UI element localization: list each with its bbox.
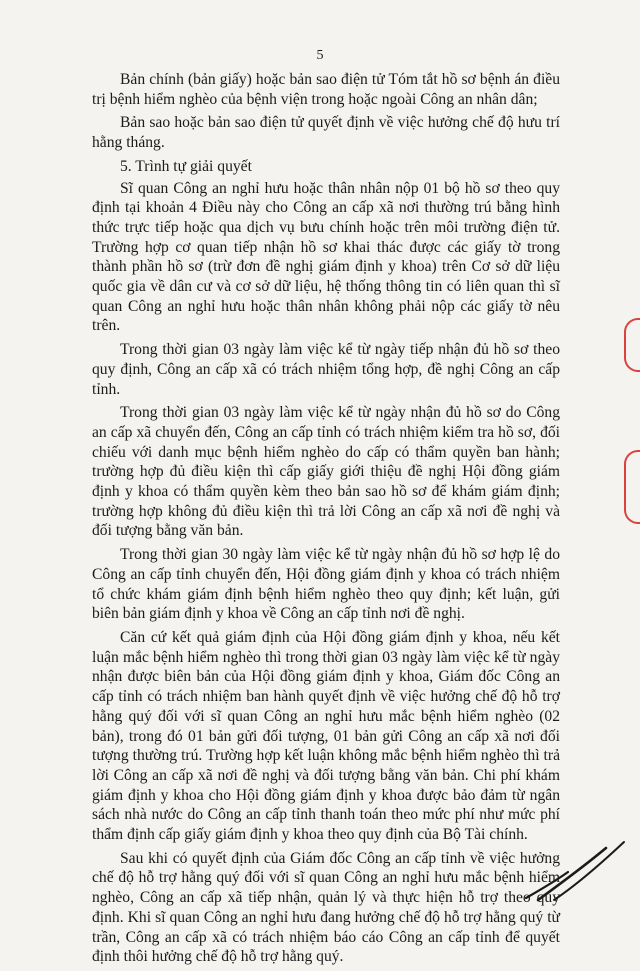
paragraph-assessment-result: Căn cứ kết quả giám định của Hội đồng giám định y khoa, nếu kết luận mắc bệnh hiểm nghèo thì trong thời gian 03 ngày làm việc kể từ ngày nhận được biên bản của Hội đồng giám định y khoa, Giám đốc Công an cấp tỉnh có trách nhiệm ban hành quyết định về việc hưởng chế độ hỗ trợ hằng quý đối với sĩ quan Công an nghỉ hưu mắc bệnh hiểm nghèo (02 bản), trong đó 01 bản gửi đối tượng, 01 bản gửi Công an cấp xã nơi đối tượng thường trú. Trường hợp kết luận không mắc bệnh hiểm nghèo thì trả lời Công an cấp xã nơi đề nghị và đối tượng bằng văn bản. Chi phí khám giám định y khoa cho Hội đồng giám định y khoa được bảo đảm từ ngân sách nhà nước do Công an cấp tỉnh thanh toán theo mức phí như mức phí thẩm định cấp giấy giám định y khoa theo quy định của Bộ Tài chính. bbox=[92, 628, 560, 844]
section-heading: 5. Trình tự giải quyết bbox=[120, 157, 252, 175]
paragraph-pension-decision-copy: Bản sao hoặc bản sao điện tử quyết định về việc hưởng chế độ hưu trí hằng tháng. bbox=[92, 114, 560, 152]
paragraph-medical-record-copy: Bản chính (bản giấy) hoặc bản sao điện tử Tóm tắt hồ sơ bệnh án điều trị bệnh hiểm nghèo của bệnh viện trong hoặc ngoài Công an nhân dân; bbox=[92, 71, 560, 108]
red-stamp-edge-mark bbox=[624, 318, 640, 372]
handwritten-signature bbox=[520, 838, 630, 902]
paragraph-submission: Sĩ quan Công an nghỉ hưu hoặc thân nhân nộp 01 bộ hồ sơ theo quy định tại khoản 4 Điều này cho Công an cấp xã nơi thường trú bằng hình thức trực tiếp hoặc qua dịch vụ bưu chính hoặc trên môi trường điện tử. Trường hợp cơ quan tiếp nhận hồ sơ khai thác được các giấy tờ trong thành phần hồ sơ (trừ đơn đề nghị giám định y khoa) trên Cơ sở dữ liệu quốc gia về dân cư và cơ sở dữ liệu, hệ thống thông tin có liên quan thì sĩ quan Công an nghỉ hưu hoặc thân nhân không phải nộp các giấy tờ nêu trên. bbox=[92, 179, 560, 335]
paragraph-provincial-police: Trong thời gian 03 ngày làm việc kể từ ngày nhận đủ hồ sơ do Công an cấp xã chuyển đến, Công an cấp tỉnh có trách nhiệm kiểm tra hồ sơ, đối chiếu với danh mục bệnh hiểm nghèo do cấp có thẩm quyền ban hành; trường hợp đủ điều kiện thì cấp giấy giới thiệu đề nghị Hội đồng giám định y khoa có thẩm quyền kèm theo bản sao hồ sơ để khám giám định; trường hợp không đủ điều kiện thì trả lời Công an cấp xã nơi đề nghị và đối tượng bằng văn bản. bbox=[92, 404, 560, 540]
paragraph-support-decision: Sau khi có quyết định của Giám đốc Công an cấp tỉnh về việc hưởng chế độ hỗ trợ hằng quý đối với sĩ quan Công an nghỉ hưu mắc bệnh hiểm nghèo, Công an cấp xã tiếp nhận, quản lý và thực hiện hỗ trợ theo quy định. Khi sĩ quan Công an nghỉ hưu đang hưởng chế độ hỗ trợ hằng quý từ trần, Công an cấp xã có trách nhiệm báo cáo Công an cấp tỉnh để quyết định thôi hưởng chế độ hỗ trợ hằng quý. bbox=[92, 849, 560, 966]
page-number: 5 bbox=[316, 48, 324, 63]
red-stamp-edge-mark bbox=[624, 450, 640, 524]
document-body bbox=[92, 70, 560, 971]
paragraph-commune-police: Trong thời gian 03 ngày làm việc kể từ ngày tiếp nhận đủ hồ sơ theo quy định, Công an cấp xã có trách nhiệm tổng hợp, đề nghị Công an cấp tỉnh. bbox=[92, 341, 560, 398]
paragraph-medical-council: Trong thời gian 30 ngày làm việc kể từ ngày nhận đủ hồ sơ hợp lệ do Công an cấp tỉnh chuyển đến, Hội đồng giám định y khoa có trách nhiệm tổ chức khám giám định bệnh hiểm nghèo theo quy định; kết luận, gửi biên bản giám định y khoa về Công an cấp tỉnh nơi đề nghị. bbox=[92, 546, 560, 623]
